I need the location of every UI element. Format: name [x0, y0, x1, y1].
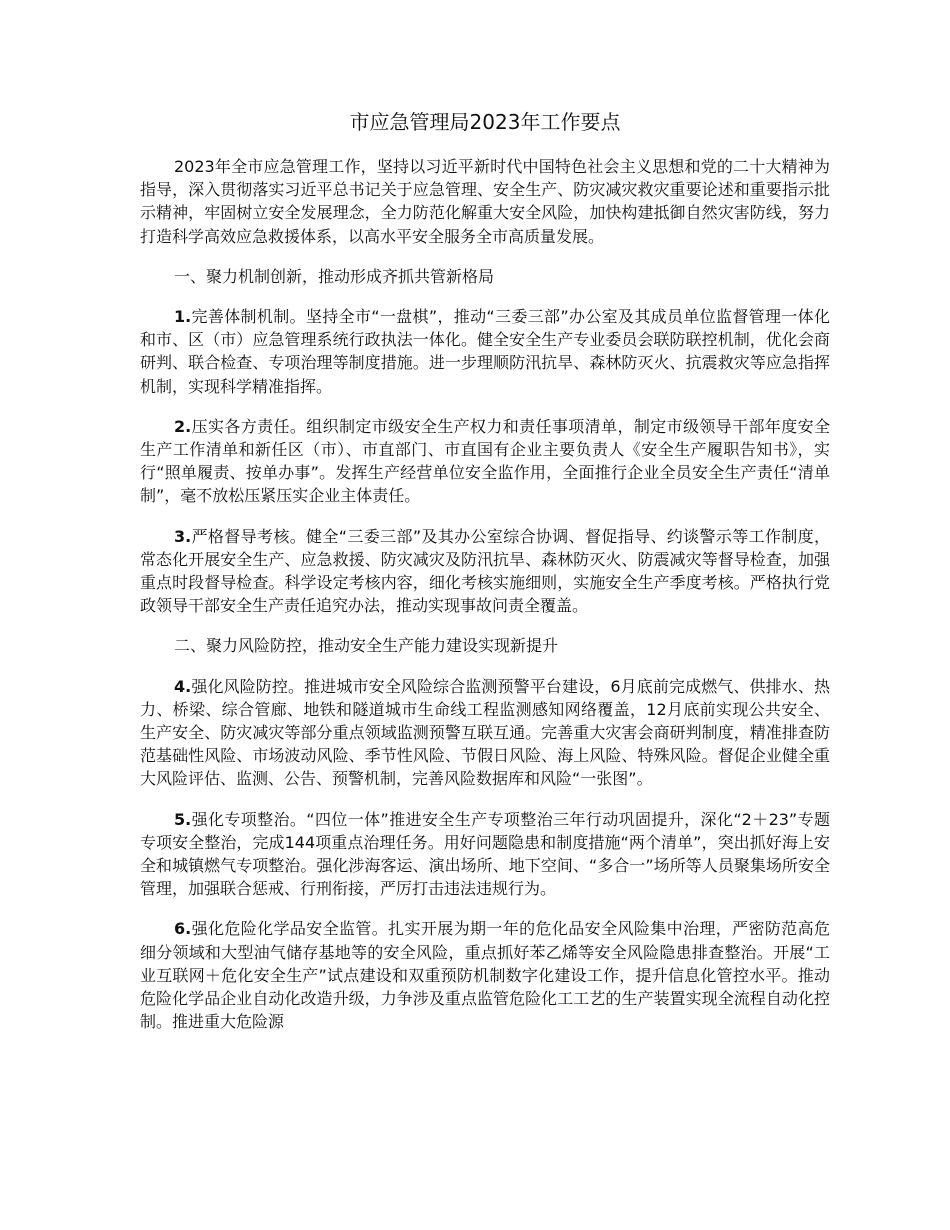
item-number: 3.: [174, 526, 192, 546]
item-text: 强化风险防控。推进城市安全风险综合监测预警平台建设，6月底前完成燃气、供排水、热力、桥梁、综合管廊、地铁和隧道城市生命线工程监测感知网络覆盖，12月底前实现公共安全、生产安全、防灾减灾等部分重点领域监测预警互联互通。完善重大灾害会商研判制度，精准排查防范基础性风险、市场波动风险、季节性风险、节假日风险、海上风险、特殊风险。督促企业健全重大风险评估、监测、公告、预警机制，完善风险数据库和风险“一张图”。: [140, 676, 830, 789]
item-number: 4.: [174, 676, 192, 696]
item-text: 严格督导考核。健全“三委三部”及其办公室综合协调、督促指导、约谈警示等工作制度，常态化开展安全生产、应急救援、防灾减灾及防汛抗旱、森林防灭火、防震减灾等督导检查，加强重点时段督导检查。科学设定考核内容，细化考核实施细则，实施安全生产季度考核。严格执行党政领导干部安全生产责任追究办法，推动实现事故问责全覆盖。: [140, 526, 830, 616]
list-item: [140, 675, 830, 791]
section-heading-2: 二、聚力风险防控，推动安全生产能力建设实现新提升: [174, 636, 559, 656]
item-number: 6.: [174, 919, 192, 939]
item-text: 强化危险化学品安全监管。扎实开展为期一年的危化品安全风险集中治理，严密防范高危细分领域和大型油气储存基地等的安全风险，重点抓好苯乙烯等安全风险隐患排查整治。开展“工业互联网＋危化安全生产”试点建设和双重预防机制数字化建设工作，提升信息化管控水平。推动危险化学品企业自动化改造升级，力争涉及重点监管危险化工工艺的生产装置实现全流程自动化控制。推进重大危险源: [140, 919, 830, 1032]
item-text: 压实各方责任。组织制定市级安全生产权力和责任事项清单，制定市级领导干部年度安全生产工作清单和新任区（市）、市直部门、市直国有企业主要负责人《安全生产履职告知书》，实行“照单履责、按单办事”。发挥生产经营单位安全监作用，全面推行企业全员安全生产责任“清单制”，毫不放松压紧压实企业主体责任。: [140, 416, 830, 506]
item-text: 完善体制机制。坚持全市“一盘棋”，推动“三委三部”办公室及其成员单位监督管理一体化和市、区（市）应急管理系统行政执法一体化。健全安全生产专业委员会联防联控机制，优化会商研判、联合检查、专项治理等制度措施。进一步理顺防汛抗旱、森林防灭火、抗震救灾等应急指挥机制，实现科学精准指挥。: [140, 307, 830, 396]
list-item: [140, 917, 830, 1033]
list-item: [140, 305, 830, 398]
item-text: 强化专项整治。“四位一体”推进安全生产专项整治三年行动巩固提升，深化“2＋23”专题专项安全整治，完成144项重点治理任务。用好问题隐患和制度措施“两个清单”，突出抓好海上安全和城镇燃气专项整治。强化涉海客运、演出场所、地下空间、“多合一”场所等人员聚集场所安全管理，加强联合惩戒、行刑衔接，严厉打击违法违规行为。: [140, 809, 830, 899]
page-title: 市应急管理局2023年工作要点: [349, 110, 621, 134]
list-item: [140, 525, 830, 618]
list-item: [140, 808, 830, 901]
document-page: [140, 108, 830, 1051]
section-heading-1: 一、聚力机制创新，推动形成齐抓共管新格局: [174, 266, 495, 286]
intro-paragraph: 2023年全市应急管理工作，坚持以习近平新时代中国特色社会主义思想和党的二十大精神为指导，深入贯彻落实习近平总书记关于应急管理、安全生产、防灾减灾救灾重要论述和重要指示批示精神，牢固树立安全发展理念，全力防范化解重大安全风险，加快构建抵御自然灾害防线，努力打造科学高效应急救援体系，以高水平安全服务全市高质量发展。: [140, 157, 830, 246]
item-number: 1.: [174, 307, 192, 327]
list-item: [140, 415, 830, 508]
item-number: 2.: [174, 416, 192, 436]
item-number: 5.: [174, 809, 192, 829]
